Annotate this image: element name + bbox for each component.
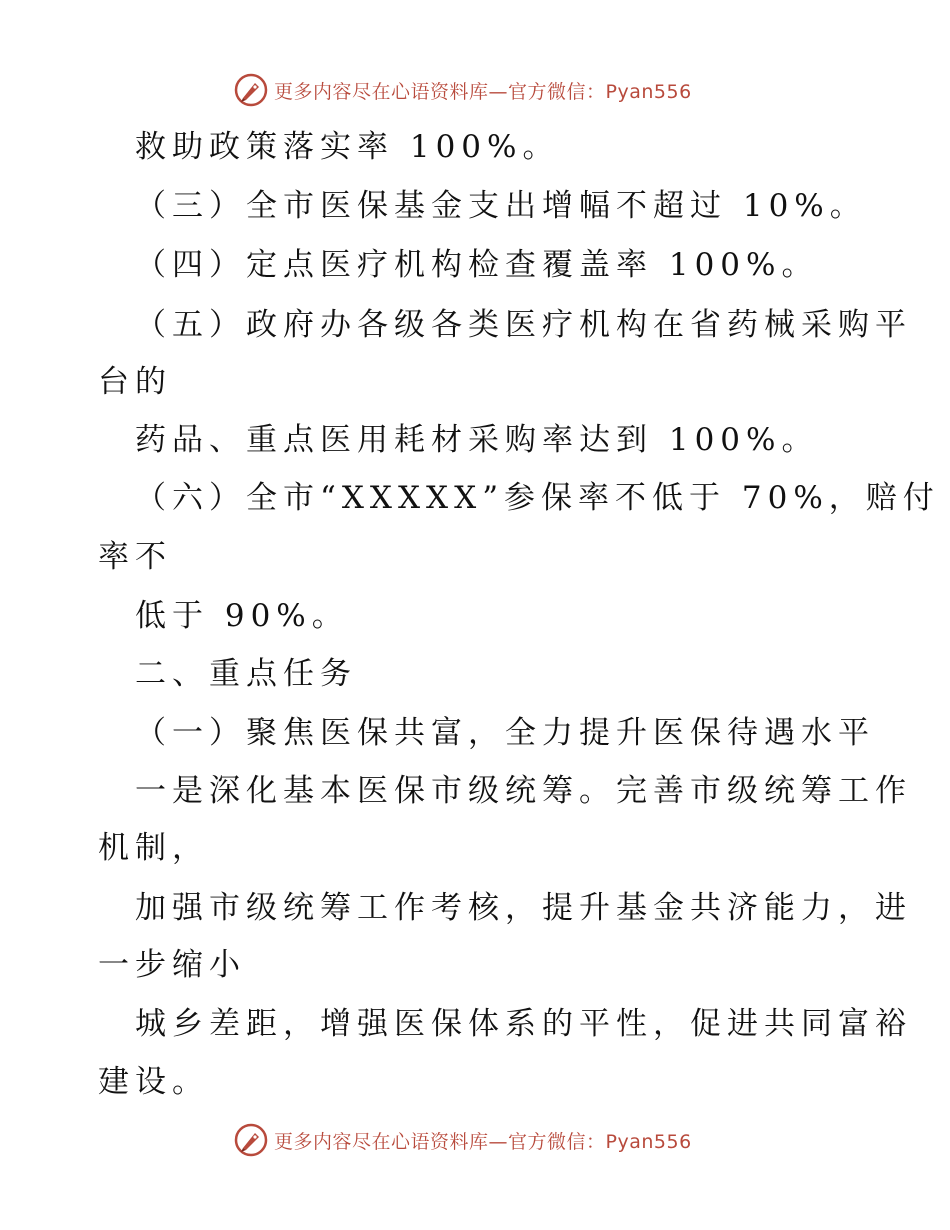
text-line: 药品、重点医用耗材采购率达到 100%。 [135,422,819,458]
watermark-text: 更多内容尽在心语资料库—官方微信：Pyan556 [274,80,692,103]
subsection-heading: （一）聚焦医保共富，全力提升医保待遇水平 [135,715,875,751]
text-line: 机制， [98,830,209,866]
text-line: 低于 90%。 [135,598,349,634]
text-line: 率不 [98,539,172,575]
text-line: 建设。 [98,1064,209,1100]
text-line: 一步缩小 [98,947,246,983]
watermark-header [234,72,714,108]
text-line: 台的 [98,364,172,400]
watermark-text: 更多内容尽在心语资料库—官方微信：Pyan556 [274,1130,692,1153]
section-heading: 二、重点任务 [135,656,357,692]
text-line: 一是深化基本医保市级统筹。完善市级统筹工作 [135,773,912,809]
text-line: （三）全市医保基金支出增幅不超过 10%。 [135,188,867,224]
text-line: 加强市级统筹工作考核，提升基金共济能力，进 [135,890,912,926]
text-line: （六）全市“XXXXX”参保率不低于 70%，赔付 [135,480,940,516]
text-line: （五）政府办各级各类医疗机构在省药械采购平 [135,307,912,343]
pen-nib-logo-icon [234,1123,268,1157]
text-line: 救助政策落实率 100%。 [135,129,560,165]
pen-nib-logo-icon [234,73,268,107]
watermark-footer [234,1122,714,1158]
text-line: （四）定点医疗机构检查覆盖率 100%。 [135,247,819,283]
text-line: 城乡差距，增强医保体系的平性，促进共同富裕 [135,1006,912,1042]
